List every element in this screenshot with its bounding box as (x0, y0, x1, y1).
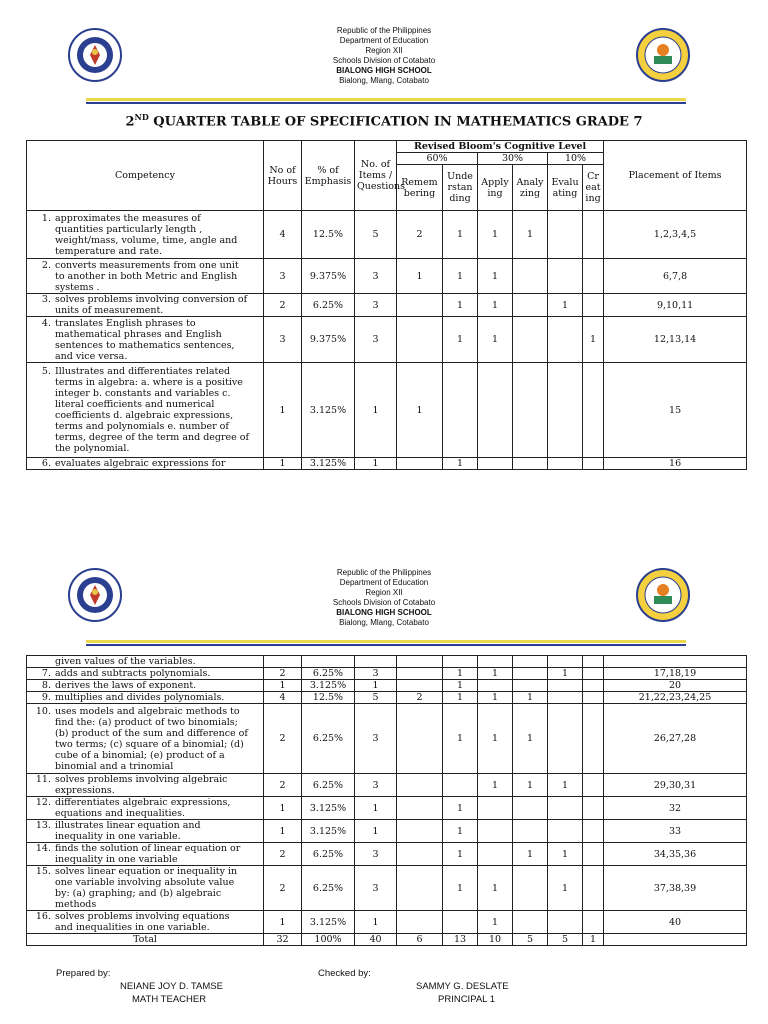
competency-text: given values of the variables. (55, 656, 196, 667)
cell-items: 1 (355, 680, 397, 692)
cell-ana (513, 363, 548, 458)
deped-seal-icon (68, 28, 122, 82)
competency-text: solves problems involving algebraic expressions. (55, 774, 228, 796)
cell-rem: 1 (397, 259, 443, 294)
cell-ana (513, 911, 548, 934)
region-line: Region XII (365, 588, 403, 597)
header-analyzing: Analyzing (513, 165, 548, 211)
table-row (27, 911, 747, 934)
cell-items: 3 (355, 294, 397, 317)
cell-emph: 6.25% (302, 866, 355, 911)
competency-text: differentiates algebraic expressions, equations and inequalities. (55, 797, 231, 819)
cell-items: 5 (355, 211, 397, 259)
table-row (27, 363, 747, 458)
cell-place (604, 656, 747, 668)
cell-rem (397, 656, 443, 668)
cell-items: 1 (355, 820, 397, 843)
competency-text: adds and subtracts polynomials. (55, 668, 211, 679)
table-row (27, 211, 747, 259)
competency-cell (27, 458, 264, 470)
total-understanding: 13 (443, 934, 478, 946)
cell-rem: 2 (397, 692, 443, 704)
cell-items: 3 (355, 866, 397, 911)
cell-cre (583, 656, 604, 668)
header-items: No. of Items / Questions (355, 141, 397, 211)
cell-emph: 3.125% (302, 680, 355, 692)
cell-ana (513, 259, 548, 294)
cell-hours: 2 (264, 294, 302, 317)
cell-hours: 1 (264, 458, 302, 470)
cell-app: 1 (478, 704, 513, 774)
header-divider-yellow (86, 640, 686, 643)
cell-hours: 2 (264, 866, 302, 911)
cell-cre (583, 911, 604, 934)
cell-items: 3 (355, 704, 397, 774)
header-placement: Placement of Items (604, 141, 747, 211)
competency-cell (27, 820, 264, 843)
cell-und: 1 (443, 797, 478, 820)
total-placement (604, 934, 747, 946)
cell-emph: 6.25% (302, 668, 355, 680)
cell-hours: 2 (264, 774, 302, 797)
cell-cre (583, 774, 604, 797)
cell-eva (548, 259, 583, 294)
cell-eva: 1 (548, 668, 583, 680)
cell-cre (583, 797, 604, 820)
cell-und: 1 (443, 259, 478, 294)
competency-cell (27, 797, 264, 820)
competency-cell (27, 774, 264, 797)
cell-emph: 6.25% (302, 704, 355, 774)
header-divider-yellow (86, 98, 686, 101)
cell-app: 1 (478, 668, 513, 680)
cell-ana: 1 (513, 704, 548, 774)
cell-eva (548, 692, 583, 704)
department-line: Department of Education (339, 36, 429, 45)
competency-number: 5. (41, 366, 51, 377)
bialong-high-school-seal-icon (636, 568, 690, 622)
total-creating: 1 (583, 934, 604, 946)
cell-place: 32 (604, 797, 747, 820)
cell-emph: 3.125% (302, 797, 355, 820)
cell-rem (397, 680, 443, 692)
cell-app: 1 (478, 866, 513, 911)
cell-cre (583, 820, 604, 843)
competency-text: solves problems involving conversion of units of measurement. (55, 294, 248, 316)
competency-number: 2. (41, 259, 51, 271)
table-row (27, 820, 747, 843)
tos-table-page-2 (26, 655, 747, 946)
competency-cell (27, 704, 264, 774)
cell-rem (397, 317, 443, 363)
cell-app: 1 (478, 774, 513, 797)
cell-cre (583, 211, 604, 259)
page-title (0, 112, 768, 129)
cell-app: 1 (478, 294, 513, 317)
division-line: Schools Division of Cotabato (332, 56, 436, 65)
cell-rem (397, 774, 443, 797)
competency-number: 8. (41, 680, 51, 691)
cell-place: 29,30,31 (604, 774, 747, 797)
competency-text: solves linear equation or inequality in one variable involving absolute value by: (a) graphing; and (b) algebraic methods (55, 866, 238, 910)
cell-und (443, 911, 478, 934)
header-divider-blue (86, 102, 686, 104)
cell-ana (513, 866, 548, 911)
header-blooms: Revised Bloom's Cognitive Level (397, 141, 604, 153)
cell-app (478, 656, 513, 668)
table-row (27, 668, 747, 680)
cell-cre (583, 259, 604, 294)
header-competency: Competency (27, 141, 264, 211)
table-row (27, 294, 747, 317)
competency-number: 10. (35, 705, 51, 717)
competency-cell (27, 656, 264, 668)
cell-items: 3 (355, 259, 397, 294)
cell-items: 5 (355, 692, 397, 704)
competency-cell (27, 259, 264, 294)
cell-eva (548, 680, 583, 692)
cell-hours: 1 (264, 911, 302, 934)
competency-cell (27, 317, 264, 363)
cell-cre (583, 704, 604, 774)
cell-rem (397, 294, 443, 317)
competency-number: 9. (41, 692, 51, 703)
cell-place: 15 (604, 363, 747, 458)
total-hours: 32 (264, 934, 302, 946)
cell-app (478, 843, 513, 866)
cell-place: 12,13,14 (604, 317, 747, 363)
cell-place: 9,10,11 (604, 294, 747, 317)
header-pct30: 30% (478, 153, 548, 165)
competency-number: 11. (35, 774, 51, 785)
cell-rem (397, 458, 443, 470)
cell-eva: 1 (548, 294, 583, 317)
cell-app (478, 820, 513, 843)
division-line: Schools Division of Cotabato (332, 598, 436, 607)
competency-cell (27, 866, 264, 911)
competency-text: multiplies and divides polynomials. (55, 692, 225, 703)
cell-rem: 2 (397, 211, 443, 259)
competency-cell (27, 211, 264, 259)
total-applying: 10 (478, 934, 513, 946)
competency-number: 6. (41, 458, 51, 469)
cell-eva (548, 656, 583, 668)
cell-cre (583, 692, 604, 704)
table-row (27, 259, 747, 294)
table-row (27, 458, 747, 470)
competency-text: approximates the measures of quantities particularly length , weight/mass, volume, time, angle and temperature and rate. (55, 212, 238, 257)
cell-app (478, 458, 513, 470)
competency-number: 13. (35, 820, 51, 831)
cell-hours: 2 (264, 843, 302, 866)
cell-hours: 4 (264, 692, 302, 704)
competency-text: derives the laws of exponent. (55, 680, 197, 691)
competency-text: evaluates algebraic expressions for (55, 458, 226, 469)
cell-eva (548, 317, 583, 363)
cell-ana (513, 294, 548, 317)
competency-text: uses models and algebraic methods to find the: (a) product of two binomials; (b) product of the sum and difference of two terms; (c) square of a binomial; (d) cube of a binomial; (e) product of a binomial and a trinomial (55, 705, 248, 772)
cell-und: 1 (443, 211, 478, 259)
cell-eva (548, 458, 583, 470)
cell-ana: 1 (513, 774, 548, 797)
cell-app: 1 (478, 911, 513, 934)
competency-cell (27, 294, 264, 317)
cell-hours: 2 (264, 704, 302, 774)
total-evaluating: 5 (548, 934, 583, 946)
cell-eva (548, 363, 583, 458)
school-address: Bialong, Mlang, Cotabato (339, 618, 429, 627)
tos-table-page-1 (26, 140, 747, 470)
cell-eva: 1 (548, 843, 583, 866)
cell-rem (397, 911, 443, 934)
competency-text: converts measurements from one unit to another in both Metric and English systems . (55, 259, 239, 293)
cell-hours: 1 (264, 680, 302, 692)
cell-cre (583, 294, 604, 317)
cell-app (478, 363, 513, 458)
cell-rem (397, 843, 443, 866)
cell-app: 1 (478, 692, 513, 704)
cell-und: 1 (443, 692, 478, 704)
cell-und: 1 (443, 294, 478, 317)
competency-number: 4. (41, 317, 51, 329)
competency-number: 14. (35, 843, 51, 854)
cell-app (478, 797, 513, 820)
table-row (27, 680, 747, 692)
cell-hours: 4 (264, 211, 302, 259)
cell-ana (513, 820, 548, 843)
cell-emph: 6.25% (302, 843, 355, 866)
total-remembering: 6 (397, 934, 443, 946)
cell-cre (583, 680, 604, 692)
cell-place: 17,18,19 (604, 668, 747, 680)
cell-eva (548, 911, 583, 934)
cell-items: 3 (355, 774, 397, 797)
competency-cell (27, 911, 264, 934)
cell-items (355, 656, 397, 668)
cell-items: 1 (355, 911, 397, 934)
cell-rem (397, 797, 443, 820)
table-row (27, 317, 747, 363)
competency-number: 12. (35, 797, 51, 808)
header-applying: Applying (478, 165, 513, 211)
cell-app (478, 680, 513, 692)
cell-place: 20 (604, 680, 747, 692)
cell-rem (397, 820, 443, 843)
deped-seal-icon (68, 568, 122, 622)
cell-und: 1 (443, 820, 478, 843)
table-row (27, 704, 747, 774)
cell-und (443, 363, 478, 458)
cell-emph: 12.5% (302, 211, 355, 259)
header-creating: Creating (583, 165, 604, 211)
cell-rem (397, 668, 443, 680)
cell-hours: 1 (264, 363, 302, 458)
republic-line: Republic of the Philippines (336, 568, 432, 577)
cell-rem (397, 704, 443, 774)
table-row (27, 774, 747, 797)
cell-und: 1 (443, 843, 478, 866)
cell-emph: 3.125% (302, 458, 355, 470)
table-row (27, 866, 747, 911)
header-emphasis: % of Emphasis (302, 141, 355, 211)
title-ordinal: 2 (125, 114, 135, 130)
cell-place: 33 (604, 820, 747, 843)
competency-text: solves problems involving equations and inequalities in one variable. (55, 911, 230, 933)
cell-items: 1 (355, 363, 397, 458)
cell-place: 26,27,28 (604, 704, 747, 774)
cell-emph: 3.125% (302, 820, 355, 843)
cell-eva: 1 (548, 866, 583, 911)
cell-place: 34,35,36 (604, 843, 747, 866)
school-address: Bialong, Mlang, Cotabato (339, 76, 429, 85)
prepared-by-name: NEIANE JOY D. TAMSE (120, 981, 223, 992)
cell-und (443, 774, 478, 797)
competency-number: 1. (41, 212, 51, 224)
title-text: QUARTER TABLE OF SPECIFICATION IN MATHEMATICS GRADE 7 (148, 114, 643, 130)
prepared-by-label: Prepared by: (56, 968, 111, 979)
competency-text: finds the solution of linear equation or inequality in one variable (55, 843, 241, 865)
cell-emph: 3.125% (302, 363, 355, 458)
cell-und (443, 656, 478, 668)
cell-ana: 1 (513, 843, 548, 866)
competency-number: 3. (41, 294, 51, 305)
bialong-high-school-seal-icon (636, 28, 690, 82)
republic-line: Republic of the Philippines (336, 26, 432, 35)
cell-items: 1 (355, 797, 397, 820)
cell-ana (513, 680, 548, 692)
cell-app: 1 (478, 259, 513, 294)
cell-hours: 1 (264, 820, 302, 843)
header-pct60: 60% (397, 153, 478, 165)
checked-by-role: PRINCIPAL 1 (438, 994, 496, 1005)
school-name: BIALONG HIGH SCHOOL (336, 66, 432, 75)
cell-eva: 1 (548, 774, 583, 797)
cell-und: 1 (443, 668, 478, 680)
cell-hours: 2 (264, 668, 302, 680)
cell-items: 3 (355, 843, 397, 866)
cell-emph: 12.5% (302, 692, 355, 704)
cell-emph: 3.125% (302, 911, 355, 934)
cell-und: 1 (443, 680, 478, 692)
cell-hours: 3 (264, 317, 302, 363)
total-items: 40 (355, 934, 397, 946)
cell-und: 1 (443, 866, 478, 911)
cell-place: 40 (604, 911, 747, 934)
cell-emph: 6.25% (302, 774, 355, 797)
total-row (27, 934, 747, 946)
table-row (27, 692, 747, 704)
total-label: Total (27, 934, 264, 946)
header-divider-blue (86, 644, 686, 646)
cell-rem (397, 866, 443, 911)
table-row (27, 656, 747, 668)
cell-items: 1 (355, 458, 397, 470)
cell-eva (548, 820, 583, 843)
cell-place: 6,7,8 (604, 259, 747, 294)
total-emphasis: 100% (302, 934, 355, 946)
table-row (27, 797, 747, 820)
competency-cell (27, 843, 264, 866)
competency-cell (27, 680, 264, 692)
header-remembering: Remembering (397, 165, 443, 211)
cell-ana (513, 797, 548, 820)
competency-text: Illustrates and differentiates related terms in algebra: a. where is a positive integer b. constants and variables c. literal coefficients and numerical coefficients d. algebraic expressions, terms and polynomials e. number of terms, degree of the term and degree of the polynomial. (55, 366, 250, 454)
cell-items: 3 (355, 668, 397, 680)
cell-app: 1 (478, 211, 513, 259)
school-name: BIALONG HIGH SCHOOL (336, 608, 432, 617)
cell-cre (583, 668, 604, 680)
cell-ana (513, 668, 548, 680)
cell-items: 3 (355, 317, 397, 363)
table-row (27, 843, 747, 866)
competency-cell (27, 363, 264, 458)
cell-ana: 1 (513, 692, 548, 704)
header-evaluating: Evaluating (548, 165, 583, 211)
title-superscript: ND (134, 112, 149, 122)
cell-app: 1 (478, 317, 513, 363)
competency-number: 7. (41, 668, 51, 679)
cell-ana (513, 656, 548, 668)
cell-rem: 1 (397, 363, 443, 458)
cell-und: 1 (443, 704, 478, 774)
competency-cell (27, 692, 264, 704)
cell-eva (548, 211, 583, 259)
cell-emph: 9.375% (302, 259, 355, 294)
cell-ana (513, 458, 548, 470)
cell-hours: 3 (264, 259, 302, 294)
cell-cre (583, 866, 604, 911)
department-line: Department of Education (339, 578, 429, 587)
cell-und: 1 (443, 458, 478, 470)
competency-number: 16. (35, 911, 51, 922)
competency-text: illustrates linear equation and inequality in one variable. (55, 820, 201, 842)
region-line: Region XII (365, 46, 403, 55)
cell-place: 16 (604, 458, 747, 470)
total-analyzing: 5 (513, 934, 548, 946)
checked-by-name: SAMMY G. DESLATE (416, 981, 509, 992)
cell-ana: 1 (513, 211, 548, 259)
header-pct10: 10% (548, 153, 604, 165)
cell-place: 1,2,3,4,5 (604, 211, 747, 259)
prepared-by-role: MATH TEACHER (132, 994, 207, 1005)
cell-ana (513, 317, 548, 363)
cell-hours: 1 (264, 797, 302, 820)
cell-cre (583, 363, 604, 458)
cell-emph: 9.375% (302, 317, 355, 363)
cell-hours (264, 656, 302, 668)
cell-place: 37,38,39 (604, 866, 747, 911)
competency-text: translates English phrases to mathematical phrases and English sentences to mathematics sentences, and vice versa. (55, 317, 235, 362)
cell-emph: 6.25% (302, 294, 355, 317)
cell-cre: 1 (583, 317, 604, 363)
checked-by-label: Checked by: (318, 968, 371, 979)
cell-emph (302, 656, 355, 668)
cell-cre (583, 843, 604, 866)
cell-place: 21,22,23,24,25 (604, 692, 747, 704)
competency-cell (27, 668, 264, 680)
cell-eva (548, 797, 583, 820)
cell-eva (548, 704, 583, 774)
header-understanding: Understanding (443, 165, 478, 211)
cell-cre (583, 458, 604, 470)
cell-und: 1 (443, 317, 478, 363)
competency-number: 15. (35, 866, 51, 877)
header-hours: No of Hours (264, 141, 302, 211)
